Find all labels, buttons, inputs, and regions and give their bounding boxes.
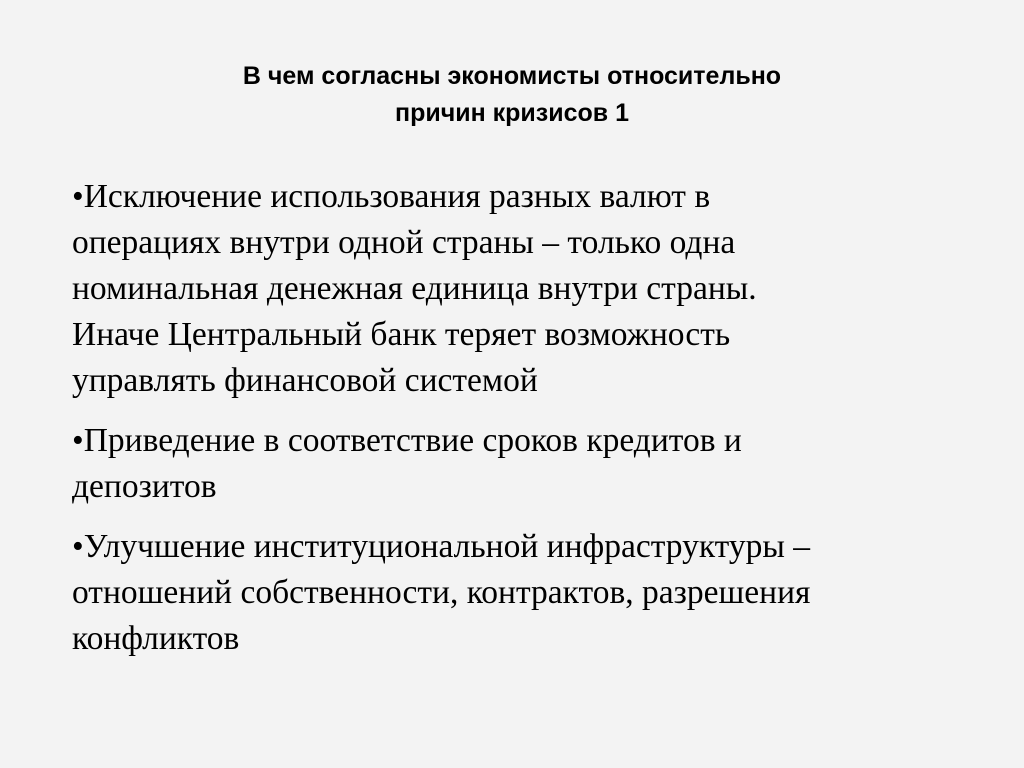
bullet-item bbox=[72, 174, 992, 404]
slide-title-line: В чем согласны экономисты относительно bbox=[242, 62, 782, 90]
bullet-text-line: депозитов bbox=[72, 468, 217, 505]
bullet-text-line: •Исключение использования разных валют в bbox=[72, 178, 711, 215]
bullet-text-line: Иначе Центральный банк теряет возможность bbox=[72, 316, 731, 353]
bullet-item bbox=[72, 418, 992, 510]
bullet-text-line: управлять финансовой системой bbox=[72, 362, 538, 399]
bullet-text-line: номинальная денежная единица внутри страны. bbox=[72, 270, 757, 307]
slide-title-line: причин кризисов 1 bbox=[394, 99, 629, 127]
bullet-text-line: •Приведение в соответствие сроков кредитов и bbox=[72, 422, 742, 459]
bullet-text-line: отношений собственности, контрактов, разрешения bbox=[72, 574, 811, 611]
bullet-text-line: •Улучшение институциональной инфраструктуры – bbox=[72, 528, 810, 565]
bullet-list bbox=[72, 174, 992, 662]
bullet-text-line: операциях внутри одной страны – только одна bbox=[72, 224, 736, 261]
bullet-text-line: конфликтов bbox=[72, 620, 240, 657]
slide-title bbox=[112, 58, 912, 132]
bullet-item bbox=[72, 524, 992, 662]
